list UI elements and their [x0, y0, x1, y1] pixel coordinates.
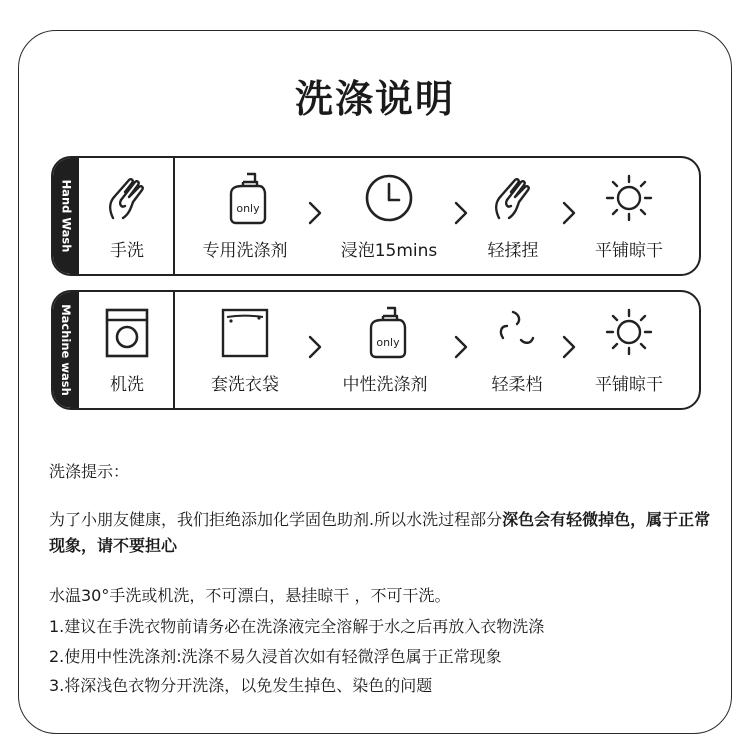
machine-step-gentle-label: 轻柔档: [491, 375, 543, 395]
tips-paragraph-normal: 为了小朋友健康，我们拒绝添加化学固色助剂.所以水洗过程部分: [49, 510, 503, 529]
machine-step-bag-label: 套洗衣袋: [211, 375, 279, 395]
hand-wash-divider: [173, 158, 175, 274]
clock-icon: [361, 170, 417, 226]
machine-step-bag: [185, 304, 305, 404]
sun-icon: [601, 304, 657, 360]
hand-step-soak-label: 浸泡15mins: [340, 241, 438, 261]
hand-step-knead-label: 轻揉捏: [487, 241, 539, 261]
tips-paragraph: [49, 507, 719, 559]
sun-icon: [601, 170, 657, 226]
machine-step-dry: [569, 304, 689, 404]
hand-step-detergent-label: 专用洗涤剂: [202, 241, 288, 261]
machine-step-dry-label: 平铺晾干: [595, 375, 663, 395]
washing-machine-icon: [99, 304, 155, 360]
hand-step-dry: [569, 170, 689, 270]
chevron-right-icon: [305, 200, 325, 226]
tips-line: 2.使用中性洗涤剂:洗涤不易久浸首次如有轻微浮色属于正常现象: [49, 647, 502, 666]
machine-wash-category-label: 机洗: [110, 375, 144, 395]
machine-step-detergent: [325, 304, 445, 404]
hand-wash-category-label: 手洗: [110, 241, 144, 261]
tips-line: 水温30°手洗或机洗，不可漂白，悬挂晾干 ，不可干洗。: [49, 586, 451, 605]
tips-paragraph-bold: 深色会有轻微掉色，属于正常现象，请不要担心: [49, 510, 711, 555]
hand-icon: [485, 170, 541, 226]
page-title: 洗涤说明: [294, 77, 455, 121]
machine-wash-panel: [51, 290, 701, 410]
hand-step-dry-label: 平铺晾干: [595, 241, 663, 261]
hand-wash-tab-label: Hand Wash: [59, 179, 73, 253]
laundry-bag-icon: [217, 304, 273, 360]
only-badge: only: [376, 336, 400, 349]
hand-step-soak: [329, 170, 449, 270]
machine-wash-category: [67, 304, 187, 404]
detergent-bottle-icon: [357, 304, 413, 360]
tips-line: 3.将深浅色衣物分开洗涤，以免发生掉色、染色的问题: [49, 676, 433, 695]
chevron-right-icon: [305, 334, 325, 360]
only-badge: only: [236, 202, 260, 215]
machine-wash-tab-label: Machine wash: [59, 304, 73, 396]
machine-wash-divider: [173, 292, 175, 408]
hand-icon: [99, 170, 155, 226]
tips-heading: 洗涤提示：: [49, 462, 130, 481]
gentle-cycle-icon: [489, 304, 545, 360]
hand-wash-category: [67, 170, 187, 270]
hand-wash-panel: [51, 156, 701, 276]
hand-step-detergent: [185, 170, 305, 270]
detergent-bottle-icon: [217, 170, 273, 226]
hand-step-knead: [453, 170, 573, 270]
tips-line: 1.建议在手洗衣物前请务必在洗涤液完全溶解于水之后再放入衣物洗涤: [49, 617, 545, 636]
machine-step-detergent-label: 中性洗涤剂: [342, 375, 428, 395]
